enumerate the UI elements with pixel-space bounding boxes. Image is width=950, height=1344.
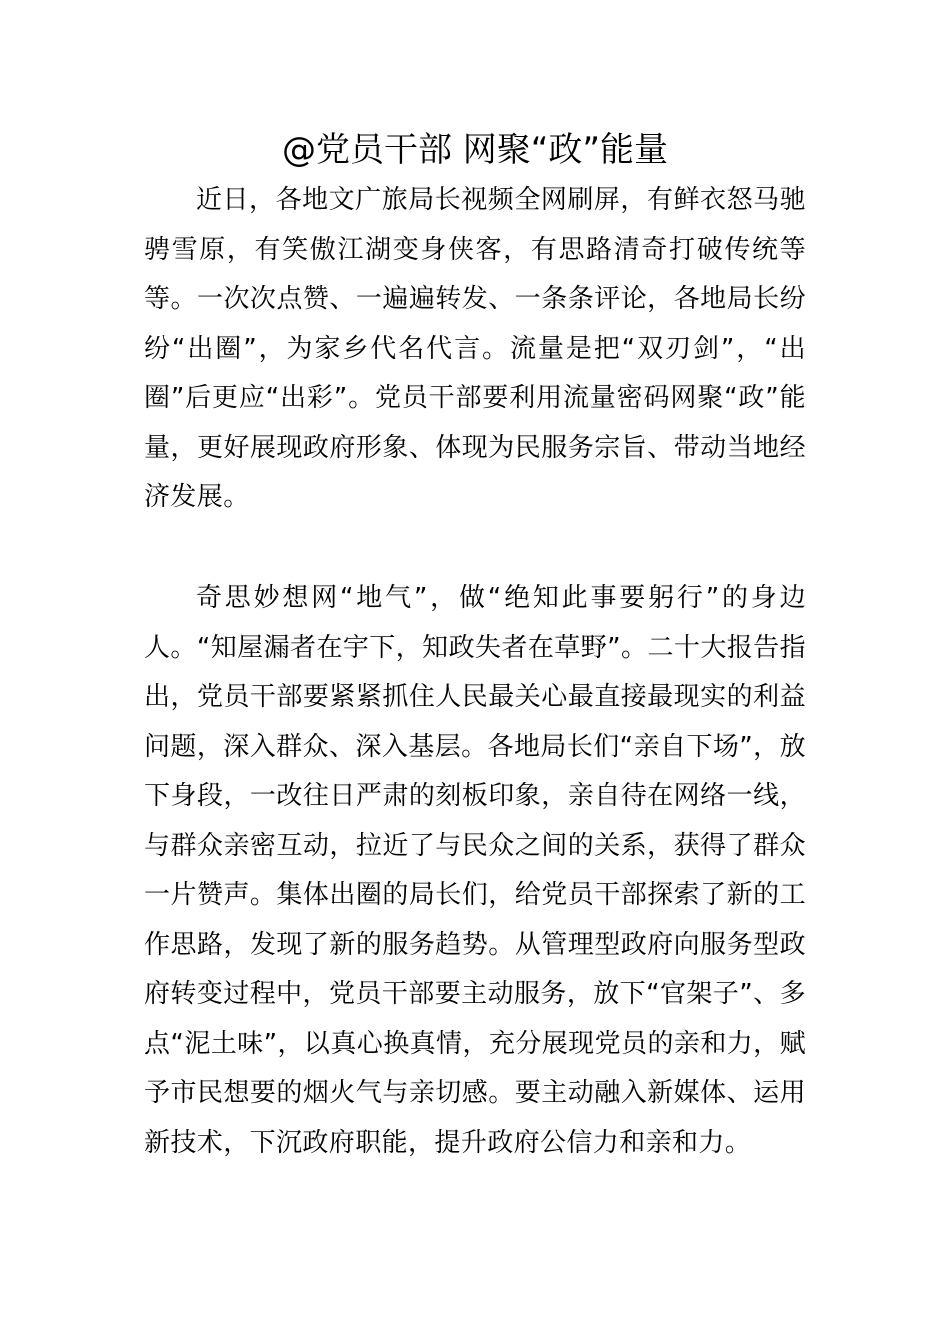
- paragraph-intro: 近日，各地文广旅局长视频全网刷屏，有鲜衣怒马驰骋雪原，有笑傲江湖变身侠客，有思路清奇打破传统等等。一次次点赞、一遍遍转发、一条条评论，各地局长纷纷“出圈”，为家乡代名代言。流量是把“双刃剑”，“出圈”后更应“出彩”。党员干部要利用流量密码网聚“政”能量，更好展现政府形象、体现为民服务宗旨、带动当地经济发展。: [144, 185, 806, 512]
- paragraph-grassroots: 奇思妙想网“地气”，做“绝知此事要躬行”的身边人。“知屋漏者在宇下，知政失者在草野”。二十大报告指出，党员干部要紧紧抓住人民最关心最直接最现实的利益问题，深入群众、深入基层。各地局长们“亲自下场”，放下身段，一改往日严肃的刻板印象，亲自待在网络一线，与群众亲密互动，拉近了与民众之间的关系，获得了群众一片赞声。集体出圈的局长们，给党员干部探索了新的工作思路，发现了新的服务趋势。从管理型政府向服务型政府转变过程中，党员干部要主动服务，放下“官架子”、多点“泥土味”，以真心换真情，充分展现党员的亲和力，赋予市民想要的烟火气与亲切感。要主动融入新媒体、运用新技术，下沉政府职能，提升政府公信力和亲和力。: [144, 583, 806, 1158]
- document-title: @党员干部 网聚“政”能量: [281, 130, 669, 170]
